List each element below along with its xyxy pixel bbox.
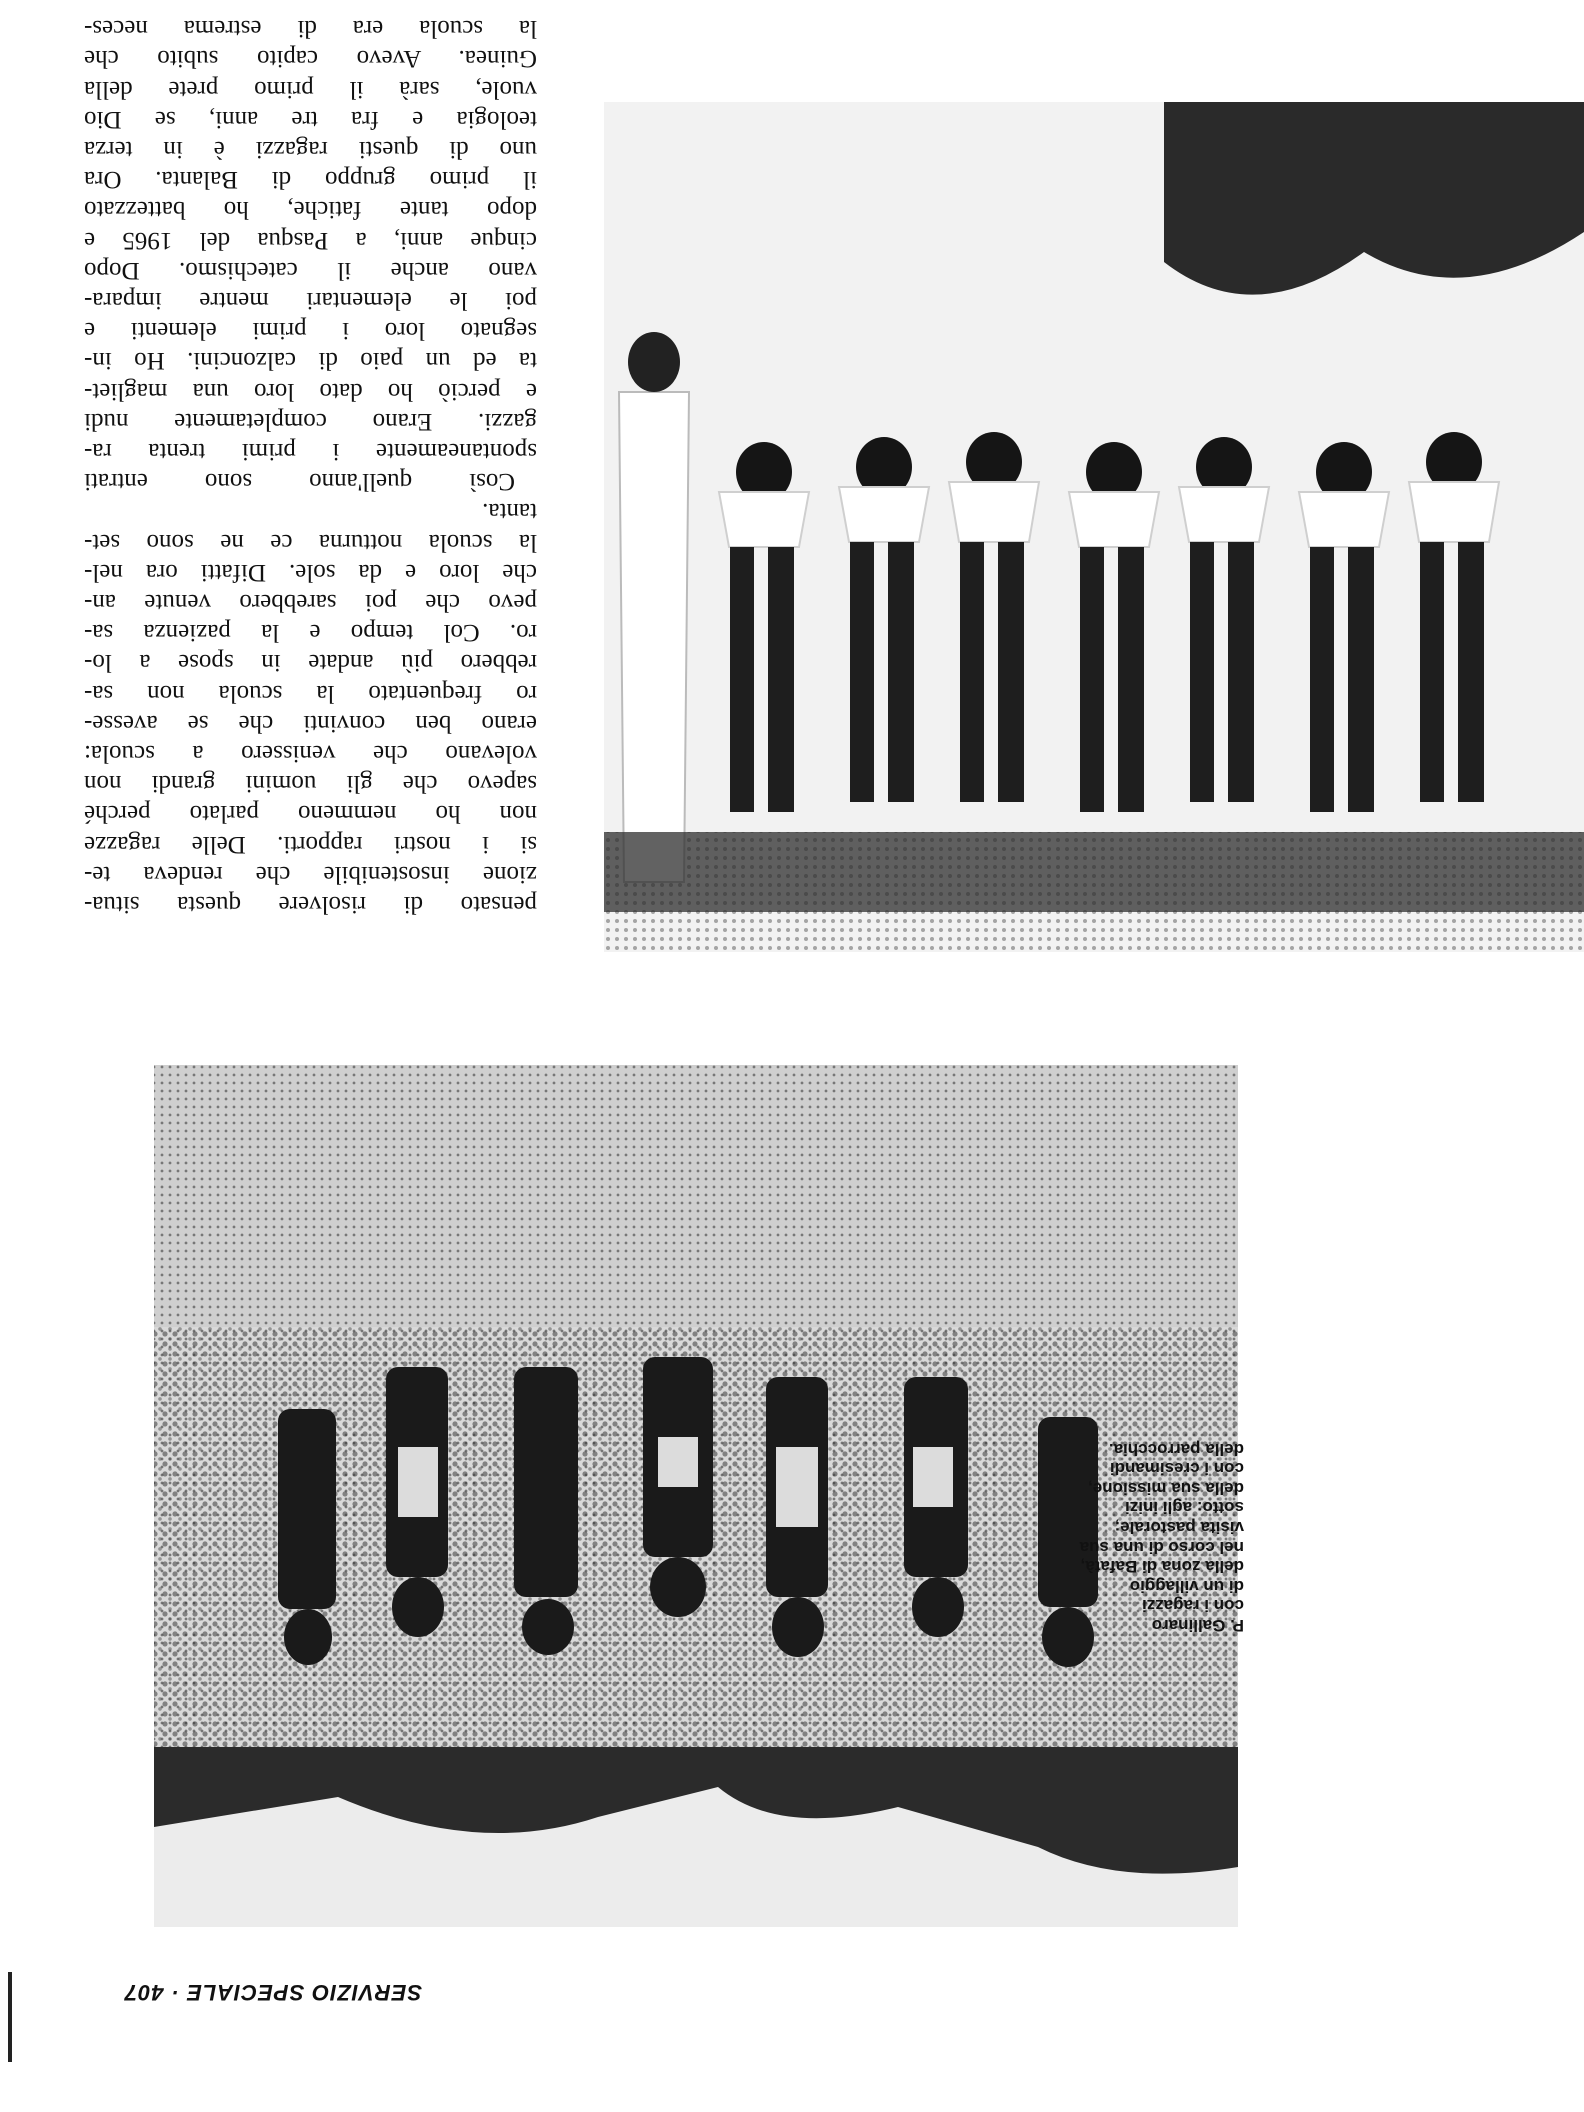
article-line: segnato loro i primi elementi e [84, 317, 537, 345]
article-text [84, 13, 537, 919]
article-line: teologia e fra tre anni, se Dio [84, 105, 537, 133]
caption-line: con i ragazzi [1141, 1596, 1244, 1616]
article-line: dopo tante fatiche, ho battezzato [84, 196, 537, 224]
article-line: la scuola notturna ce ne sono set- [84, 528, 537, 556]
article-line: vuole, sarà il primo prete della [84, 75, 537, 103]
article-line: pensato di risolvere questa situa- [84, 891, 537, 918]
paragraph-1 [84, 496, 537, 919]
article-line: poi le elementari mentre impara- [84, 286, 537, 314]
article-line: pevo che poi sarebbero venute an- [84, 588, 537, 616]
article-line: erano ben convinti che se avesse- [84, 709, 537, 737]
photo-caption [1014, 1439, 1244, 1635]
caption-line: della zona di Bafatà, [1080, 1557, 1244, 1577]
caption-line: di un villaggio [1129, 1576, 1244, 1596]
article-line: uno di questi ragazzi è in terza [84, 135, 537, 163]
caption-line: P. Gallinaro [1151, 1616, 1244, 1635]
article-line: che loro e da sole. Difatti ora nel- [84, 558, 537, 586]
article-line: il primo gruppo di Balanta. Ora [84, 166, 537, 194]
article-line: cinque anni, a Pasqua del 1965 e [84, 226, 537, 254]
caption-line: della parrocchia. [1108, 1439, 1244, 1459]
caption-line: con i cresimandi [1109, 1459, 1244, 1479]
article-line: gazzi. Erano completamente nudi [84, 407, 537, 435]
caption-line: della sua missione, [1088, 1478, 1244, 1498]
footer-section: SERVIZIO SPECIALE [186, 1980, 422, 2005]
caption-line: visita pastorale; [1114, 1518, 1244, 1538]
article-line: volevano che venissero a scuola: [84, 739, 537, 767]
article-line: tanta. [482, 498, 537, 526]
caption-line: sotto: agli inizi [1125, 1498, 1244, 1518]
article-line: zione insostenibile che rendeva te- [84, 860, 537, 888]
article-line: ta ed un paio di calzoncini. Ho in- [84, 347, 537, 375]
article-line: ro. Col tempo e la pazienza sa- [84, 619, 537, 647]
article-line: vano anche il catechismo. Dopo [84, 256, 537, 284]
footer-separator: · [170, 1980, 180, 2005]
article-line: sapevo che gli uomini grandi non [84, 770, 537, 798]
article-line: ro frequentato la scuola non sa- [84, 679, 537, 707]
caption-line: nel corso di una sua [1079, 1537, 1244, 1557]
article-line: e perciò ho dato loro una magliet- [84, 377, 537, 405]
margin-rule [8, 1972, 12, 2062]
article-line: si i nostri rapporti. Delle ragazze [84, 830, 537, 858]
article-line: Così quell'anno sono entrati [84, 468, 515, 496]
article-line: Guinea. Avevo capito subito che [84, 45, 537, 73]
article-line: spontaneamente i primi trenta ra- [84, 437, 537, 465]
photo-bottom-main [604, 102, 1584, 952]
article-line: la scuola era di estrema neces- [84, 15, 537, 43]
article-line: non ho nemmeno parlato perché [84, 800, 537, 828]
page-number: 407 [123, 1980, 164, 2005]
paragraph-2 [84, 13, 537, 496]
page-footer [124, 1979, 422, 2005]
article-line: rebbero più andate in spose a lo- [84, 649, 537, 677]
